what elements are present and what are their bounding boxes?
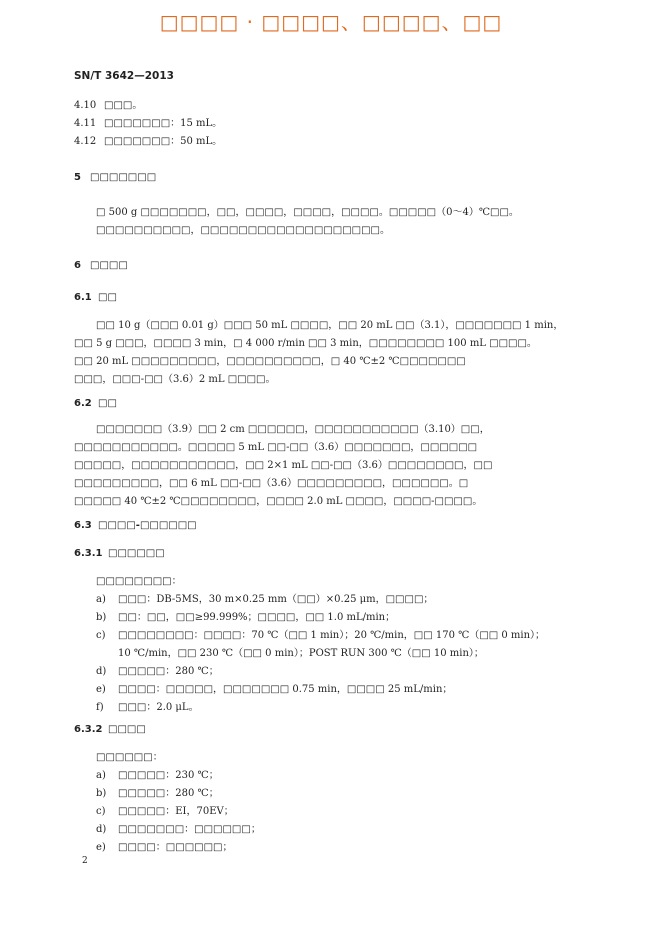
list-intro: □□□□□□□□： xyxy=(96,576,182,587)
paragraph-line: □□ 20 mL □□□□□□□□□，□□□□□□□□□□，□ 40 ℃±2 ℃□□□□□□□ xyxy=(74,356,466,367)
section-number: 6.1 xyxy=(74,292,92,303)
list-item: □□□□□：EI，70EV； xyxy=(118,806,234,817)
paragraph-line: □ 500 g □□□□□□□，□□，□□□□，□□□□，□□□□。□□□□□（0～4）℃□□。 xyxy=(96,207,519,218)
standard-code: SN/T 3642—2013 xyxy=(74,70,174,82)
list-label: b) xyxy=(96,788,107,799)
list-item: □□□□□□□：□□□□□□； xyxy=(118,824,261,835)
section-title: □□□□-□□□□□□ xyxy=(98,520,197,531)
list-label: a) xyxy=(96,594,106,605)
list-item: □□□□：□□□□□□； xyxy=(118,842,233,853)
list-item: □□□□：□□□□□，□□□□□□□ 0.75 min，□□□□ 25 mL/min； xyxy=(118,684,453,695)
apparatus-text: □□□□□□□：50 mL。 xyxy=(104,136,223,147)
list-item: □□□：DB-5MS，30 m×0.25 mm（□□）×0.25 μm，□□□□； xyxy=(118,594,434,605)
apparatus-num: 4.12 xyxy=(74,136,97,147)
paragraph-line: □□□□□□□□□□□。□□□□□ 5 mL □□-□□（3.6）□□□□□□□，□□□□□□ xyxy=(74,442,478,453)
paragraph-line: □□□□□ 40 ℃±2 ℃□□□□□□□□，□□□□ 2.0 mL □□□□，□□□□-□□□□。 xyxy=(74,496,483,507)
section-title: □□□□ xyxy=(90,260,128,271)
apparatus-num: 4.11 xyxy=(74,118,97,129)
paragraph-line: □□□，□□□-□□（3.6）2 mL □□□□。 xyxy=(74,374,276,385)
list-label: f) xyxy=(96,702,104,713)
list-intro: □□□□□□： xyxy=(96,752,163,763)
list-label: e) xyxy=(96,684,106,695)
list-item: □□□□□□□□：□□□□：70 ℃（□□ 1 min）；20 ℃/min，□□ 170 ℃（□□ 0 min）； xyxy=(118,630,546,641)
section-number: 6.3.1 xyxy=(74,548,103,559)
list-item: 10 ℃/min，□□ 230 ℃（□□ 0 min）；POST RUN 300 ℃（□□ 10 min）； xyxy=(118,648,484,659)
page-number: 2 xyxy=(82,856,88,866)
apparatus-num: 4.10 xyxy=(74,100,97,111)
paragraph-line: □□□□□□□□□，□□ 6 mL □□-□□（3.6）□□□□□□□□□，□□□□□□。□ xyxy=(74,478,469,489)
apparatus-text: □□□。 xyxy=(104,100,143,111)
section-number: 5 xyxy=(74,172,81,183)
section-title: □□□□□□□ xyxy=(90,172,157,183)
section-title: □□ xyxy=(98,398,117,409)
list-label: c) xyxy=(96,806,106,817)
list-label: b) xyxy=(96,612,107,623)
list-item: □□□□□：230 ℃； xyxy=(118,770,219,781)
paragraph-line: □□ 5 g □□□，□□□□ 3 min，□ 4 000 r/min □□ 3 min，□□□□□□□□ 100 mL □□□□。 xyxy=(74,338,537,349)
section-number: 6.3 xyxy=(74,520,92,531)
section-number: 6.3.2 xyxy=(74,724,103,735)
section-title: □□□□ xyxy=(108,724,146,735)
list-label: a) xyxy=(96,770,106,781)
paragraph-line: □□□□□，□□□□□□□□□□□，□□ 2×1 mL □□-□□（3.6）□□□□□□□□，□□ xyxy=(74,460,493,471)
apparatus-text: □□□□□□□：15 mL。 xyxy=(104,118,223,129)
copyright-watermark: □□□□ · □□□□、□□□□、□□ xyxy=(159,10,503,34)
list-item: □□□□□：280 ℃； xyxy=(118,788,219,799)
list-item: □□：□□，□□≥99.999%；□□□□，□□ 1.0 mL/min； xyxy=(118,612,396,623)
section-title: □□□□□□ xyxy=(108,548,165,559)
section-title: □□ xyxy=(98,292,117,303)
list-label: c) xyxy=(96,630,106,641)
paragraph-line: □□ 10 g（□□□ 0.01 g）□□□ 50 mL □□□□，□□ 20 mL □□（3.1），□□□□□□□ 1 min， xyxy=(96,320,564,331)
list-item: □□□□□：280 ℃； xyxy=(118,666,219,677)
list-label: d) xyxy=(96,666,107,677)
section-number: 6 xyxy=(74,260,81,271)
section-number: 6.2 xyxy=(74,398,92,409)
list-label: d) xyxy=(96,824,107,835)
list-label: e) xyxy=(96,842,106,853)
list-item: □□□：2.0 μL。 xyxy=(118,702,199,713)
paragraph-line: □□□□□□□（3.9）□□ 2 cm □□□□□□，□□□□□□□□□□□（3.10）□□， xyxy=(96,424,490,435)
paragraph-line: □□□□□□□□□□，□□□□□□□□□□□□□□□□□□□。 xyxy=(96,225,390,236)
